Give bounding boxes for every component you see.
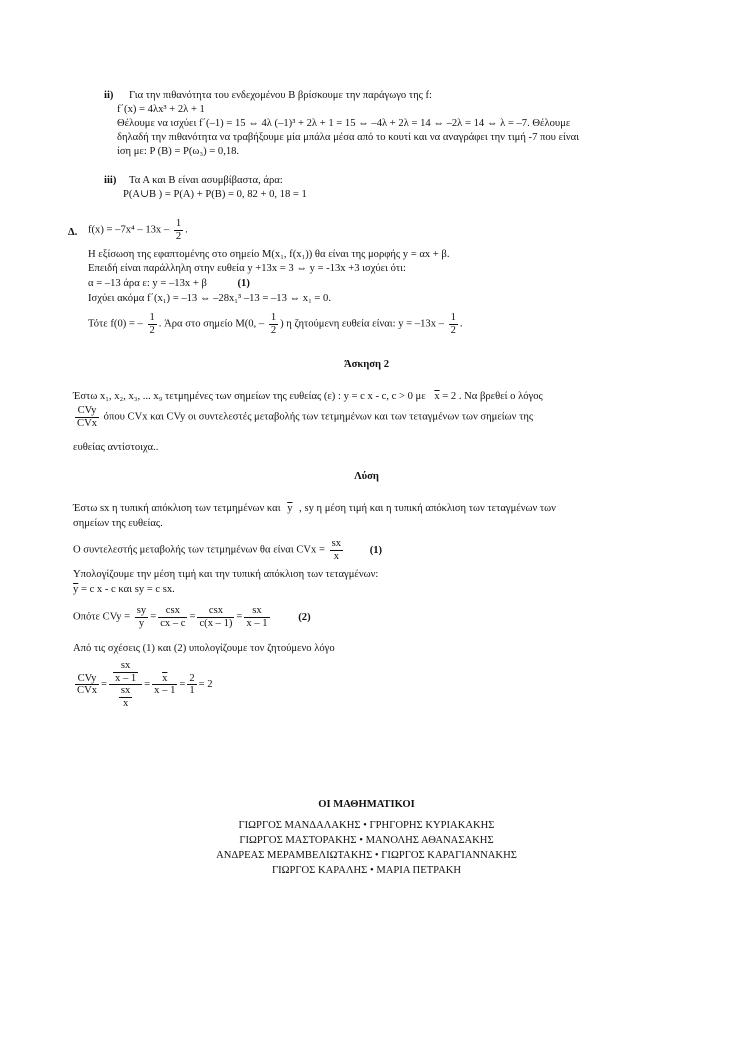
- x-bar: $\overline{x}$: [434, 391, 440, 402]
- cvy-fraction-4: [244, 605, 269, 629]
- inner-fraction-top: [113, 660, 138, 684]
- y-bar: $\overline{y}$: [73, 584, 79, 595]
- exercise-ask: = 2 . Να βρεθεί ο λόγος: [442, 391, 543, 402]
- fraction-denominator: x – 1: [246, 617, 268, 629]
- cvy-fraction-1: [135, 605, 148, 629]
- part-iii-union: P(A∪B ) = P(A) + P(B) = 0, 82 + 0, 18 = 1: [123, 189, 307, 200]
- solution-line2: σημείων της ευθείας.: [73, 518, 163, 529]
- part-d-line4: Ισχύει ακόμα f΄(x₁) = –13 ⇔ –28x₁³ –13 = –13 ⇔ x₁ = 0.: [88, 293, 331, 304]
- point-text: . Άρα στο σημείο M(0, –: [158, 318, 265, 330]
- part-d-label: Δ.: [68, 227, 78, 238]
- part-d-line3: [88, 277, 250, 290]
- part-iii-line1: Τα Α και Β είναι ασυμβίβαστα, άρα:: [129, 175, 283, 186]
- exercise-given: Έστω x₁, x₂, x₃, ... x₉ τετμημένες των σημείων της ευθείας (ε) : y = c x - c, c > 0 με: [73, 391, 426, 402]
- y-bar: $\overline{y}$: [287, 503, 293, 514]
- authors-line3: ΑΝΔΡΕΑΣ ΜΕΡΑΜΒΕΛΙΩΤΑΚΗΣ • ΓΙΩΡΓΟΣ ΚΑΡΑΓΙΑΝΝΑΚΗΣ: [216, 850, 517, 861]
- fraction-denominator: 2: [270, 324, 277, 336]
- ratio-denominator: CVx: [77, 685, 98, 697]
- part-iii-label: iii): [104, 175, 117, 186]
- function-definition: f(x) = –7x⁴ – 13x –: [88, 224, 170, 236]
- part-ii-probability: ίση με: P (B) = P(ω₃) = 0,18.: [117, 146, 240, 157]
- part-d-line2: Επειδή είναι παράλληλη στην ευθεία y +13x = 3 ⇔ y = -13x +3 ισχύει ότι:: [88, 263, 406, 274]
- part-ii-meaning: δηλαδή την πιθανότητα να τραβήξουμε μία μπάλα μέσα από το κουτί και να αναγράφει την τιμή -7 που είναι: [117, 132, 580, 143]
- period: .: [459, 318, 463, 330]
- f0-text: Τότε f(0) = –: [88, 318, 143, 330]
- solution-intro-cont: , sy η μέση τιμή και η τυπική απόκλιση των τεταγμένων των: [299, 503, 556, 514]
- ratio-result: = 2: [198, 679, 213, 691]
- fraction-numerator: sx: [113, 660, 138, 673]
- fraction-denominator: 2: [450, 324, 456, 336]
- cvx-fraction: [330, 538, 343, 562]
- fraction-numerator: 1: [270, 312, 277, 323]
- cv-ratio: [75, 673, 99, 697]
- fraction-denominator: y: [138, 617, 145, 629]
- fraction-denominator: x: [333, 550, 339, 562]
- final-ratio: $\frac{\text{CVy}}{\text{CVx}}$ = $\frac{\frac{sx}{x - 1}}{\frac{sx}{x}}$ = $\frac{\overline{x}}{x - 1}$ = $\frac{2}{1}$ = 2: [77, 660, 213, 709]
- solution-line1: [73, 502, 556, 515]
- fraction-numerator: csx: [197, 605, 234, 618]
- half-fraction: [174, 218, 183, 242]
- cvy-definition: Οπότε CVy =: [73, 611, 131, 623]
- fraction-numerator: sy: [136, 605, 147, 616]
- solution-title: Λύση: [354, 471, 379, 482]
- equation-tag-2: (2): [298, 611, 311, 623]
- fraction-numerator: 1: [450, 312, 456, 323]
- ratio-numerator: CVy: [75, 673, 99, 686]
- fraction-numerator: 1: [175, 218, 182, 229]
- solution-line7: Από τις σχέσεις (1) και (2) υπολογίζουμε τον ζητούμενο λόγο: [73, 643, 335, 654]
- ratio-denominator: CVx: [77, 417, 98, 429]
- period: .: [185, 224, 188, 236]
- part-ii-derivative: f΄(x) = 4λx³ + 2λ + 1: [117, 104, 205, 115]
- fraction-numerator: sx: [244, 605, 269, 618]
- fraction-denominator: cx – c: [160, 617, 186, 629]
- inner-fraction-bottom: [119, 685, 132, 709]
- fraction-numerator: $\overline{x}$: [152, 673, 177, 686]
- cvy-fraction-3: [197, 605, 234, 629]
- equation-tag-1: (1): [237, 278, 250, 289]
- exercise-title: Άσκηση 2: [343, 359, 390, 370]
- exercise-text1: [73, 390, 543, 403]
- half-fraction: [269, 312, 278, 336]
- ratio-fraction-3: [187, 673, 196, 697]
- fraction-numerator: sx: [120, 685, 131, 697]
- fraction-denominator: c(x – 1): [199, 617, 233, 629]
- part-ii-line1: Για την πιθανότητα του ενδεχομένου Β βρίσκουμε την παράγωγο της f:: [129, 90, 432, 101]
- part-d-line5: [88, 312, 463, 336]
- authors-line1: ΓΙΩΡΓΟΣ ΜΑΝΔΑΛΑΚΗΣ • ΓΡΗΓΟΡΗΣ ΚΥΡΙΑΚΑΚΗΣ: [238, 820, 495, 831]
- line-text: ) η ζητούμενη ευθεία είναι: y = –13x –: [280, 318, 444, 330]
- exercise-definition: όπου CVx και CVy οι συντελεστές μεταβολής των τετμημένων και των τεταγμένων των σημείων της: [103, 411, 534, 423]
- mean-and-sd: = c x - c και sy = c sx.: [80, 584, 175, 595]
- compound-numerator: [109, 660, 142, 685]
- exercise-text3: ευθείας αντίστοιχα..: [73, 442, 159, 453]
- ratio-fraction-2: [152, 673, 177, 697]
- equation-tag-1: (1): [369, 544, 383, 556]
- fraction-numerator: 1: [149, 312, 155, 323]
- cv-ratio: [75, 405, 99, 429]
- solution-line6: Οπότε CVy = $\frac{sy}{y}$ = $\frac{\text{csx}}{cx - c}$ = $\frac{\text{csx}}{c(x - 1)}$ = $\frac{sx}{x - 1}$ (2): [73, 605, 311, 629]
- fraction-denominator: 2: [175, 230, 182, 242]
- half-fraction: [449, 312, 458, 336]
- fraction-denominator: x: [122, 697, 129, 709]
- fraction-numerator: csx: [158, 605, 187, 618]
- solution-line3: [73, 538, 382, 562]
- ratio-numerator: CVy: [75, 405, 99, 418]
- solution-line4: Υπολογίζουμε την μέση τιμή και την τυπική απόκλιση των τεταγμένων:: [73, 569, 379, 580]
- slope-statement: α = –13 άρα ε: y = –13x + β: [88, 278, 207, 289]
- fraction-numerator: sx: [331, 538, 342, 549]
- solution-line5: [73, 583, 175, 596]
- authors-line4: ΓΙΩΡΓΟΣ ΚΑΡΑΛΗΣ • ΜΑΡΙΑ ΠΕΤΡΑΚΗ: [271, 865, 462, 876]
- fraction-denominator: 2: [149, 324, 155, 336]
- cvy-fraction-2: [158, 605, 187, 629]
- authors-heading: ΟΙ ΜΑΘΗΜΑΤΙΚΟΙ: [318, 799, 415, 810]
- solution-intro: Έστω sx η τυπική απόκλιση των τετμημένων και: [73, 503, 281, 514]
- cvx-definition: Ο συντελεστής μεταβολής των τετμημένων θα είναι CVx =: [73, 544, 325, 556]
- part-ii-label: ii): [104, 90, 114, 101]
- fraction-denominator: x – 1: [154, 685, 176, 697]
- authors-line2: ΓΙΩΡΓΟΣ ΜΑΣΤΟΡΑΚΗΣ • ΜΑΝΟΛΗΣ ΑΘΑΝΑΣΑΚΗΣ: [239, 835, 494, 846]
- part-d-function: [88, 218, 188, 242]
- exercise-text2: [73, 405, 533, 429]
- half-fraction: [148, 312, 157, 336]
- fraction-denominator: x – 1: [115, 672, 137, 684]
- fraction-numerator: 2: [189, 672, 195, 684]
- part-d-line1: Η εξίσωση της εφαπτομένης στο σημείο M(x₁, f(x₁)) θα είναι της μορφής y = αx + β.: [88, 249, 450, 260]
- compound-fraction: [109, 660, 142, 710]
- fraction-denominator: 1: [189, 685, 195, 697]
- compound-denominator: [109, 685, 142, 709]
- part-ii-condition: Θέλουμε να ισχύει f΄(–1) = 15 ⇔ 4λ (–1)³ + 2λ + 1 = 15 ⇔ –4λ + 2λ = 14 ⇔ –2λ = 14 ⇔ λ = –7. Θέλουμε: [117, 118, 571, 129]
